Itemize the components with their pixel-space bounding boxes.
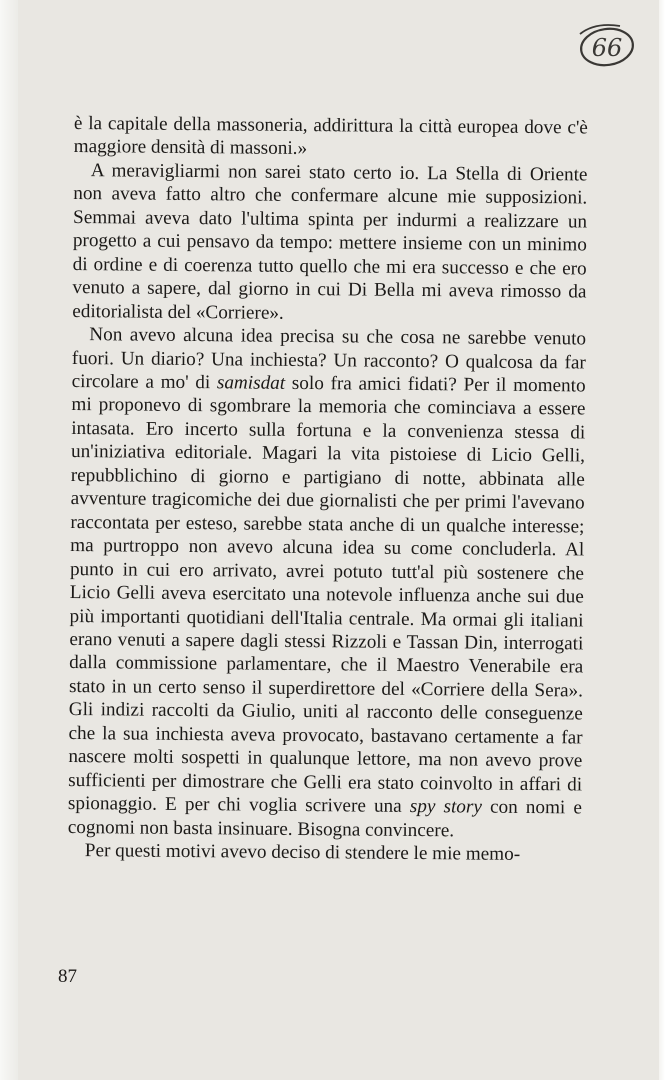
circled-number-stamp-icon bbox=[570, 20, 642, 72]
stamp-number: 66 bbox=[591, 34, 623, 62]
italic-term-samisdat: samisdat bbox=[216, 372, 286, 394]
paragraph-3 bbox=[68, 323, 586, 843]
paragraph-4: Per questi motivi avevo deciso di stendere le mie memo- bbox=[84, 840, 521, 865]
paragraph-3-part-2: solo fra amici fidati? Per il momento mi proponevo di sgombrare la memoria che cominciava a essere intasata. Ero incerto sulla fortuna e la convenienza stessa di un'iniziativa editoriale. Magari la vita pistoiese di Licio Gelli, repubblichino di giorno e partigiano di notte, abbinata alle avventure tragicomiche dei due giornalisti che per primi l'avevano raccontata per esteso, sarebbe stata anche di un qualche interesse; ma purtroppo non avevo alcuna idea su come concluderla. Al punto in cui ero arrivato, avrei potuto tutt'al più sostenere che Licio Gelli aveva esercitato una notevole influenza anche sui due più importanti quotidiani dell'Italia centrale. Ma ormai gli italiani erano venuti a sapere dagli stessi Rizzoli e Tassan Din, interrogati dalla commissione parlamentare, che il Maestro Venerabile era stato in un certo senso il superdirettore del «Corriere della Sera». Gli indizi raccolti da Giulio, uniti al racconto delle conseguenze che la sua inchiesta aveva provocato, bastavano certamente a far nascere molti sospetti in qualunque lettore, ma non avevo prove sufficienti per dimostrare che Gelli era stato coinvolto in affari di spionaggio. E per chi voglia scrivere una bbox=[67, 372, 586, 818]
paragraph-3-part-3: con nomi e cognomi non basta insinuare. Bisogna convincere. bbox=[67, 796, 583, 841]
page-left-edge bbox=[0, 0, 18, 1080]
italic-term-spy-story: spy story bbox=[409, 796, 483, 818]
page-number: 87 bbox=[58, 966, 77, 987]
paragraph-1: è la capitale della massoneria, addirittura la città europea dove c'è maggiore densità di massoni.» bbox=[73, 112, 588, 160]
page-right-edge bbox=[659, 0, 665, 1080]
paragraph-2: A meravigliarmi non sarei stato certo io. La Stella di Oriente non aveva fatto altro che confermare alcune mie supposizioni. Semmai aveva dato l'ultima spinta per indurmi a realizzare un progetto a cui pensavo da tempo: mettere insieme con un minimo di ordine e di coerenza tutto quello che mi era successo e che ero venuto a sapere, dal giorno in cui Di Bella mi aveva rimosso da editorialista del «Corriere». bbox=[72, 160, 588, 324]
paragraph-3-part-1: Non avevo alcuna idea precisa su che cosa ne sarebbe venuto fuori. Un diario? Una inchiesta? Un racconto? O qualcosa da far circolare a mo' di bbox=[71, 324, 587, 394]
handwritten-page-stamp bbox=[570, 20, 642, 72]
page-body-text bbox=[67, 112, 588, 867]
